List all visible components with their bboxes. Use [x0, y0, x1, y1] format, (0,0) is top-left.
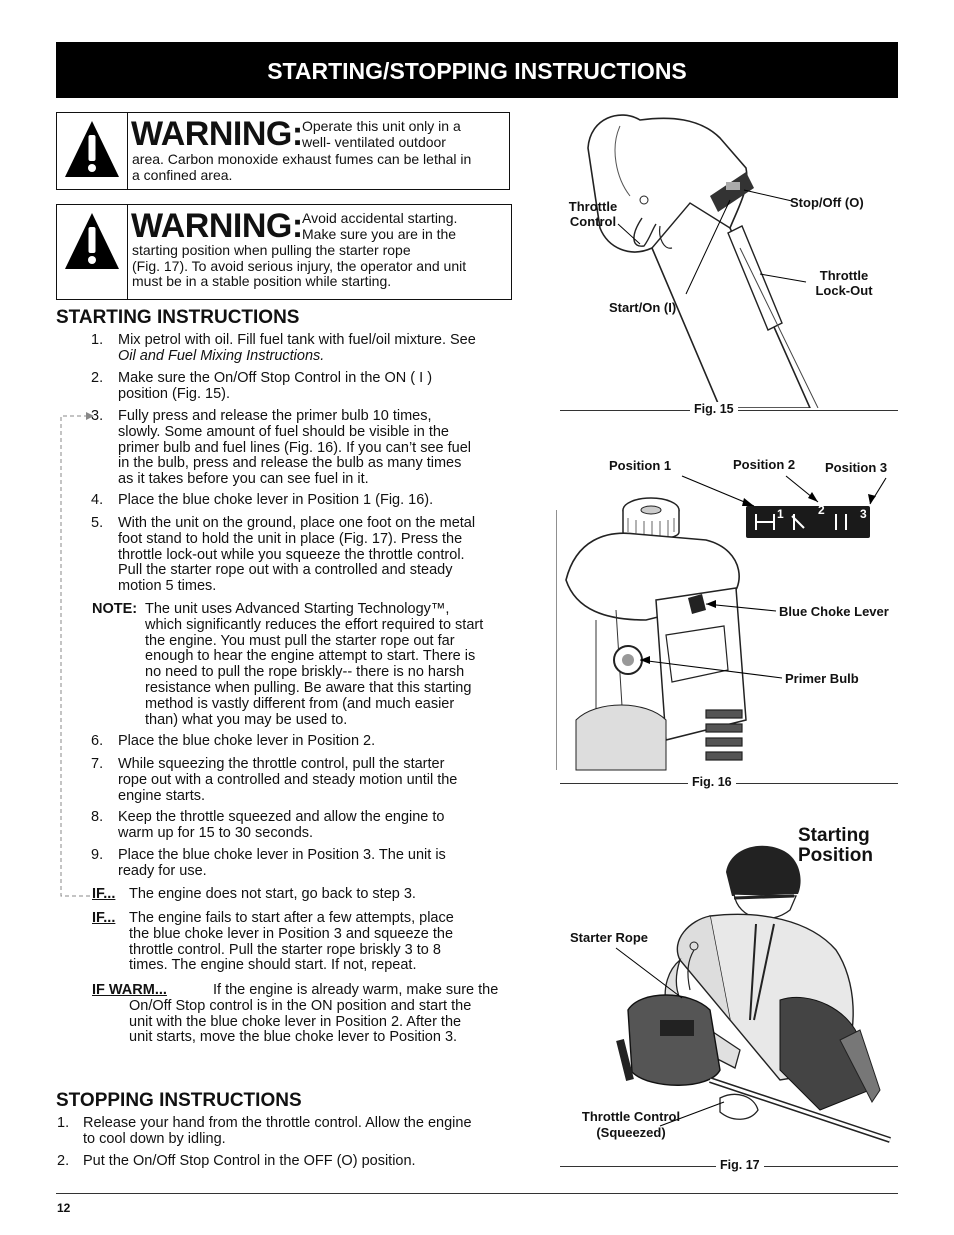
step-line: Oil and Fuel Mixing Instructions. — [118, 347, 325, 364]
fig17-caption: Fig. 17 — [716, 1158, 764, 1172]
warning-text-line: (Fig. 17). To avoid serious injury, the operator and unit — [132, 257, 467, 274]
step-line: Pull the starter rope out with a controlled and steady — [118, 562, 453, 579]
warning-text-line: Make sure you are in the — [302, 225, 457, 242]
label-line: Control — [569, 214, 617, 229]
warning-heading: WARNING: — [131, 207, 303, 245]
step-line: throttle lock-out while you squeeze the throttle control. — [118, 546, 465, 563]
warning-box-2 — [56, 204, 512, 300]
step-line: primer bulb and fuel lines (Fig. 16). If you can’t see fuel — [118, 439, 472, 456]
note-label: NOTE: — [92, 601, 138, 617]
warning-text-line: Avoid accidental starting. — [302, 210, 458, 226]
step-number: 3. — [91, 408, 104, 424]
note-line: the engine. You must pull the starter rope out far — [145, 632, 455, 649]
step-line: Place the blue choke lever in Position 1 (Fig. 16). — [118, 492, 434, 508]
step-number: 8. — [91, 809, 104, 825]
step-line: Make sure the On/Off Stop Control in the ON ( I ) — [118, 370, 433, 386]
label-line: Position — [798, 845, 873, 866]
label-line: Throttle Control — [581, 1109, 681, 1124]
step-line: Fully press and release the primer bulb 10 times, — [118, 408, 432, 424]
label-primer-bulb: Primer Bulb — [785, 671, 859, 686]
if-warm-label: IF WARM... — [92, 982, 167, 998]
step-number: 4. — [91, 492, 104, 508]
warning-triangle-icon — [57, 113, 127, 189]
stopping-heading: STOPPING INSTRUCTIONS — [56, 1090, 302, 1111]
warning-text-line: starting position when pulling the starter rope — [132, 242, 411, 258]
if-line: the blue choke lever in Position 3 and squeeze the — [129, 925, 454, 942]
label-position-2: Position 2 — [733, 457, 796, 472]
step-line: engine starts. — [118, 787, 206, 804]
warning-box-1 — [56, 112, 510, 190]
step-number: 1. — [91, 332, 104, 348]
note-line: which significantly reduces the effort required to start — [145, 616, 484, 633]
fig16-illustration — [556, 470, 898, 772]
label-start-on: Start/On (I) — [609, 300, 677, 315]
if-label: IF... — [92, 910, 116, 926]
warning-text-lead — [302, 119, 461, 150]
step-line: Release your hand from the throttle control. Allow the engine — [83, 1115, 472, 1131]
step-number: 9. — [91, 847, 104, 863]
step-line: With the unit on the ground, place one foot on the metal — [118, 515, 476, 531]
if-warm-line: If the engine is already warm, make sure the — [213, 982, 499, 998]
warning-text-line: well- ventilated outdoor — [302, 133, 446, 150]
warning-text-line: a confined area. — [132, 166, 233, 183]
step-line: to cool down by idling. — [83, 1130, 226, 1147]
if-line: The engine fails to start after a few attempts, place — [129, 910, 454, 926]
note-line: method is vastly different from (and much easier — [145, 695, 455, 712]
svg-text:1: 1 — [777, 507, 784, 521]
step-number: 6. — [91, 733, 104, 749]
label-line: Throttle — [819, 268, 869, 283]
note-line: no need to pull the rope briskly-- there is no harsh — [145, 664, 465, 681]
step-line: motion 5 times. — [118, 578, 217, 595]
warning-text-line: must be in a stable position while starting. — [132, 273, 392, 289]
warning-text-line: area. Carbon monoxide exhaust fumes can be lethal in — [132, 151, 472, 167]
step-line: rope out with a controlled and steady motion until the — [118, 771, 458, 788]
label-position-1: Position 1 — [609, 458, 672, 473]
label-throttle-squeezed — [572, 1109, 690, 1141]
starting-heading: STARTING INSTRUCTIONS — [56, 307, 300, 328]
step-number: 2. — [91, 370, 104, 386]
warning-triangle-icon — [57, 205, 127, 281]
step-line: slowly. Some amount of fuel should be visible in the — [118, 423, 449, 440]
step-line: foot stand to hold the unit in place (Fig. 17). Press the — [118, 530, 463, 547]
if-label: IF... — [92, 886, 116, 902]
step-line: Put the On/Off Stop Control in the OFF (O) position. — [83, 1153, 416, 1169]
label-starting-position — [798, 826, 873, 866]
if-line: times. The engine should start. If not, repeat. — [129, 957, 417, 974]
label-blue-choke-lever: Blue Choke Lever — [779, 604, 889, 619]
footer-rule — [56, 1193, 898, 1194]
label-stop-off: Stop/Off (O) — [790, 195, 864, 210]
warning-icon-cell — [57, 205, 128, 299]
if-line: throttle control. Pull the starter rope briskly 3 to 8 — [129, 941, 441, 958]
note-line: resistance when pulling. Be aware that this starting — [145, 679, 472, 696]
if-warm-line: On/Off Stop control is in the ON position and start the — [129, 997, 472, 1014]
warning-text-body — [132, 243, 466, 290]
warning-heading: WARNING: — [131, 115, 303, 153]
label-throttle-control — [562, 199, 624, 229]
step-line: Place the blue choke lever in Position 2. — [118, 733, 376, 749]
warning-text-line: Operate this unit only in a — [302, 118, 461, 134]
svg-text:3: 3 — [860, 507, 867, 521]
step-line: warm up for 15 to 30 seconds. — [118, 824, 314, 841]
note-line: enough to hear the engine attempt to start. There is — [145, 648, 476, 665]
step-number: 2. — [57, 1153, 70, 1169]
if-warm-line: unit with the blue choke lever in Position 2. After the — [129, 1013, 462, 1030]
note-line: than) what you may be used to. — [145, 711, 348, 728]
page-number: 12 — [57, 1201, 71, 1215]
fig15-caption: Fig. 15 — [690, 402, 738, 416]
warning-text-lead — [302, 211, 457, 242]
loop-arrow-icon — [56, 408, 96, 898]
if-line: The engine does not start, go back to step 3. — [129, 886, 416, 902]
label-line: Lock-Out — [815, 283, 873, 298]
label-line: Throttle — [568, 199, 618, 214]
if-warm-line: unit starts, move the blue choke lever to Position 3. — [129, 1029, 458, 1046]
label-line: Starting — [798, 825, 870, 846]
label-position-3: Position 3 — [825, 460, 888, 475]
step-number: 7. — [91, 756, 104, 772]
step-line: as it takes before you can see fuel in it. — [118, 471, 369, 488]
step-number: 5. — [91, 515, 104, 531]
label-throttle-lockout — [806, 268, 882, 298]
step-number: 1. — [57, 1115, 70, 1131]
fig16-caption: Fig. 16 — [688, 775, 736, 789]
page-title: STARTING/STOPPING INSTRUCTIONS — [56, 42, 898, 98]
svg-text:2: 2 — [818, 503, 825, 517]
label-starter-rope: Starter Rope — [570, 930, 649, 945]
step-line: in the bulb, press and release the bulb as many times — [118, 455, 462, 472]
step-line: Mix petrol with oil. Fill fuel tank with fuel/oil mixture. See — [118, 332, 476, 348]
note-line: The unit uses Advanced Starting Technology™, — [145, 601, 450, 617]
step-line: While squeezing the throttle control, pull the starter — [118, 756, 445, 772]
fig15-illustration — [560, 108, 898, 408]
step-line: Keep the throttle squeezed and allow the engine to — [118, 809, 445, 825]
warning-icon-cell — [57, 113, 128, 189]
warning-text-body — [132, 152, 471, 183]
step-line: Place the blue choke lever in Position 3. The unit is — [118, 847, 446, 863]
label-line: (Squeezed) — [596, 1125, 666, 1140]
step-line: ready for use. — [118, 862, 207, 879]
step-line: position (Fig. 15). — [118, 385, 231, 402]
